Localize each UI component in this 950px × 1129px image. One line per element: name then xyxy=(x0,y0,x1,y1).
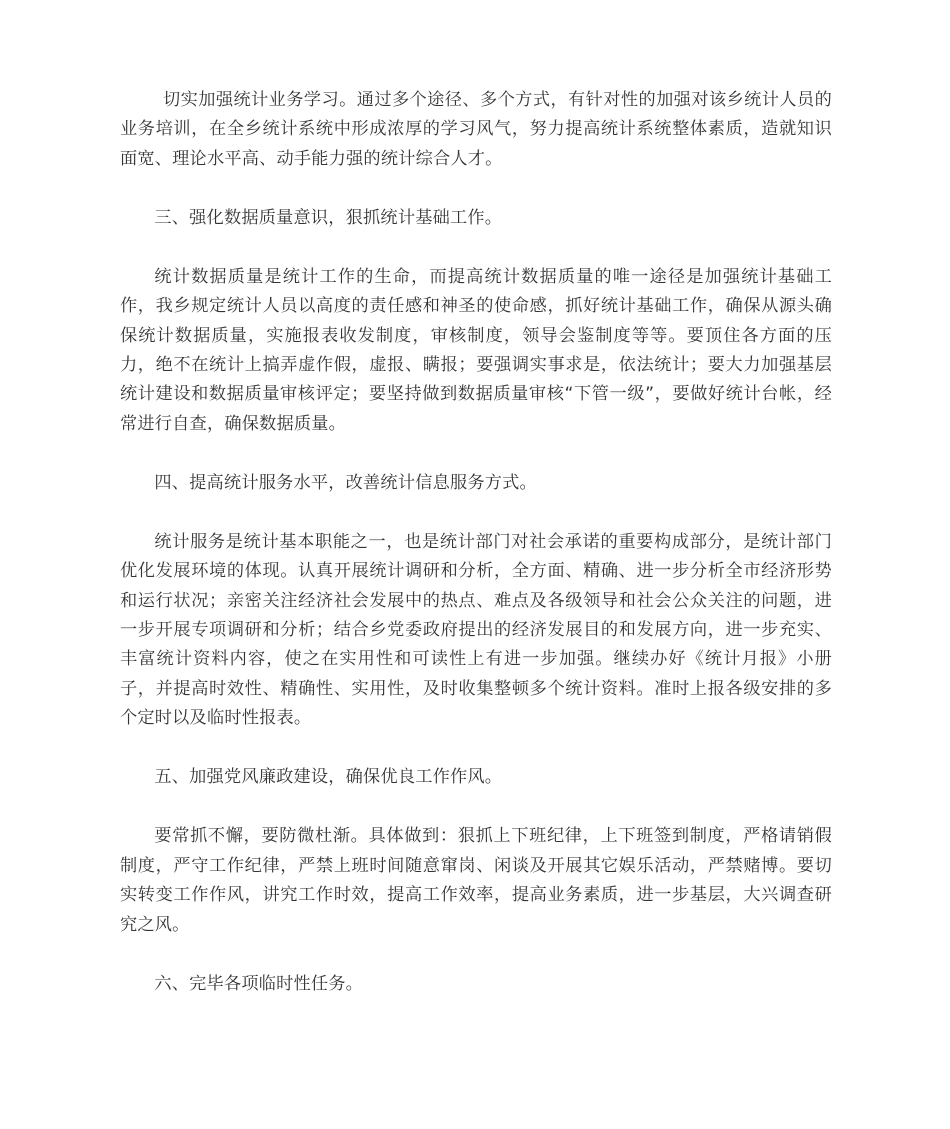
paragraph-gap xyxy=(120,498,832,528)
section-heading-5: 五、加强党风廉政建设，确保优良工作作风。 xyxy=(154,767,503,788)
paragraph-service: 统计服务是统计基本职能之一，也是统计部门对社会承诺的重要构成部分，是统计部门优化发展环境的体现。认真开展统计调研和分析，全方面、精确、进一步分析全市经济形势和运行状况；亲密关注经济社会发展中的热点、难点及各级领导和社会公众关注的问题，进一步开展专项调研和分析；结合乡党委政府提出的经济发展目的和发展方向，进一步充实、丰富统计资料内容，使之在实用性和可读性上有进一步加强。继续办好《统计月报》小册子，并提高时效性、精确性、实用性，及时收集整顿多个统计资料。准时上报各级安排的多个定时以及临时性报表。 xyxy=(120,531,832,729)
paragraph-gap xyxy=(120,734,832,764)
paragraph-gap xyxy=(120,233,832,263)
paragraph-gap xyxy=(120,439,832,469)
paragraph-study: 切实加强统计业务学习。通过多个途径、多个方式，有针对性的加强对该乡统计人员的业务培训，在全乡统计系统中形成浓厚的学习风气，努力提高统计系统整体素质，造就知识面宽、理论水平高、动手能力强的统计综合人才。 xyxy=(120,90,832,169)
section-heading-6: 六、完毕各项临时性任务。 xyxy=(154,973,364,994)
section-heading-3: 三、强化数据质量意识，狠抓统计基础工作。 xyxy=(154,207,503,228)
paragraph-gap xyxy=(120,174,832,204)
paragraph-gap xyxy=(120,940,832,970)
document-page xyxy=(120,86,832,999)
paragraph-data-quality: 统计数据质量是统计工作的生命，而提高统计数据质量的唯一途径是加强统计基础工作，我乡规定统计人员以高度的责任感和神圣的使命感，抓好统计基础工作，确保从源头确保统计数据质量，实施报表收发制度，审核制度，领导会鉴制度等等。要顶住各方面的压力，绝不在统计上搞弄虚作假，虚报、瞒报；要强调实事求是，依法统计；要大力加强基层统计建设和数据质量审核评定；要坚持做到数据质量审核“下管一级”，要做好统计台帐，经常进行自查，确保数据质量。 xyxy=(120,266,832,434)
section-heading-4: 四、提高统计服务水平，改善统计信息服务方式。 xyxy=(154,472,537,493)
paragraph-work-style: 要常抓不懈，要防微杜渐。具体做到：狠抓上下班纪律，上下班签到制度，严格请销假制度，严守工作纪律，严禁上班时间随意窜岗、闲谈及开展其它娱乐活动，严禁赌博。要切实转变工作作风，讲究工作时效，提高工作效率，提高业务素质，进一步基层，大兴调查研究之风。 xyxy=(120,826,832,935)
paragraph-gap xyxy=(120,793,832,823)
